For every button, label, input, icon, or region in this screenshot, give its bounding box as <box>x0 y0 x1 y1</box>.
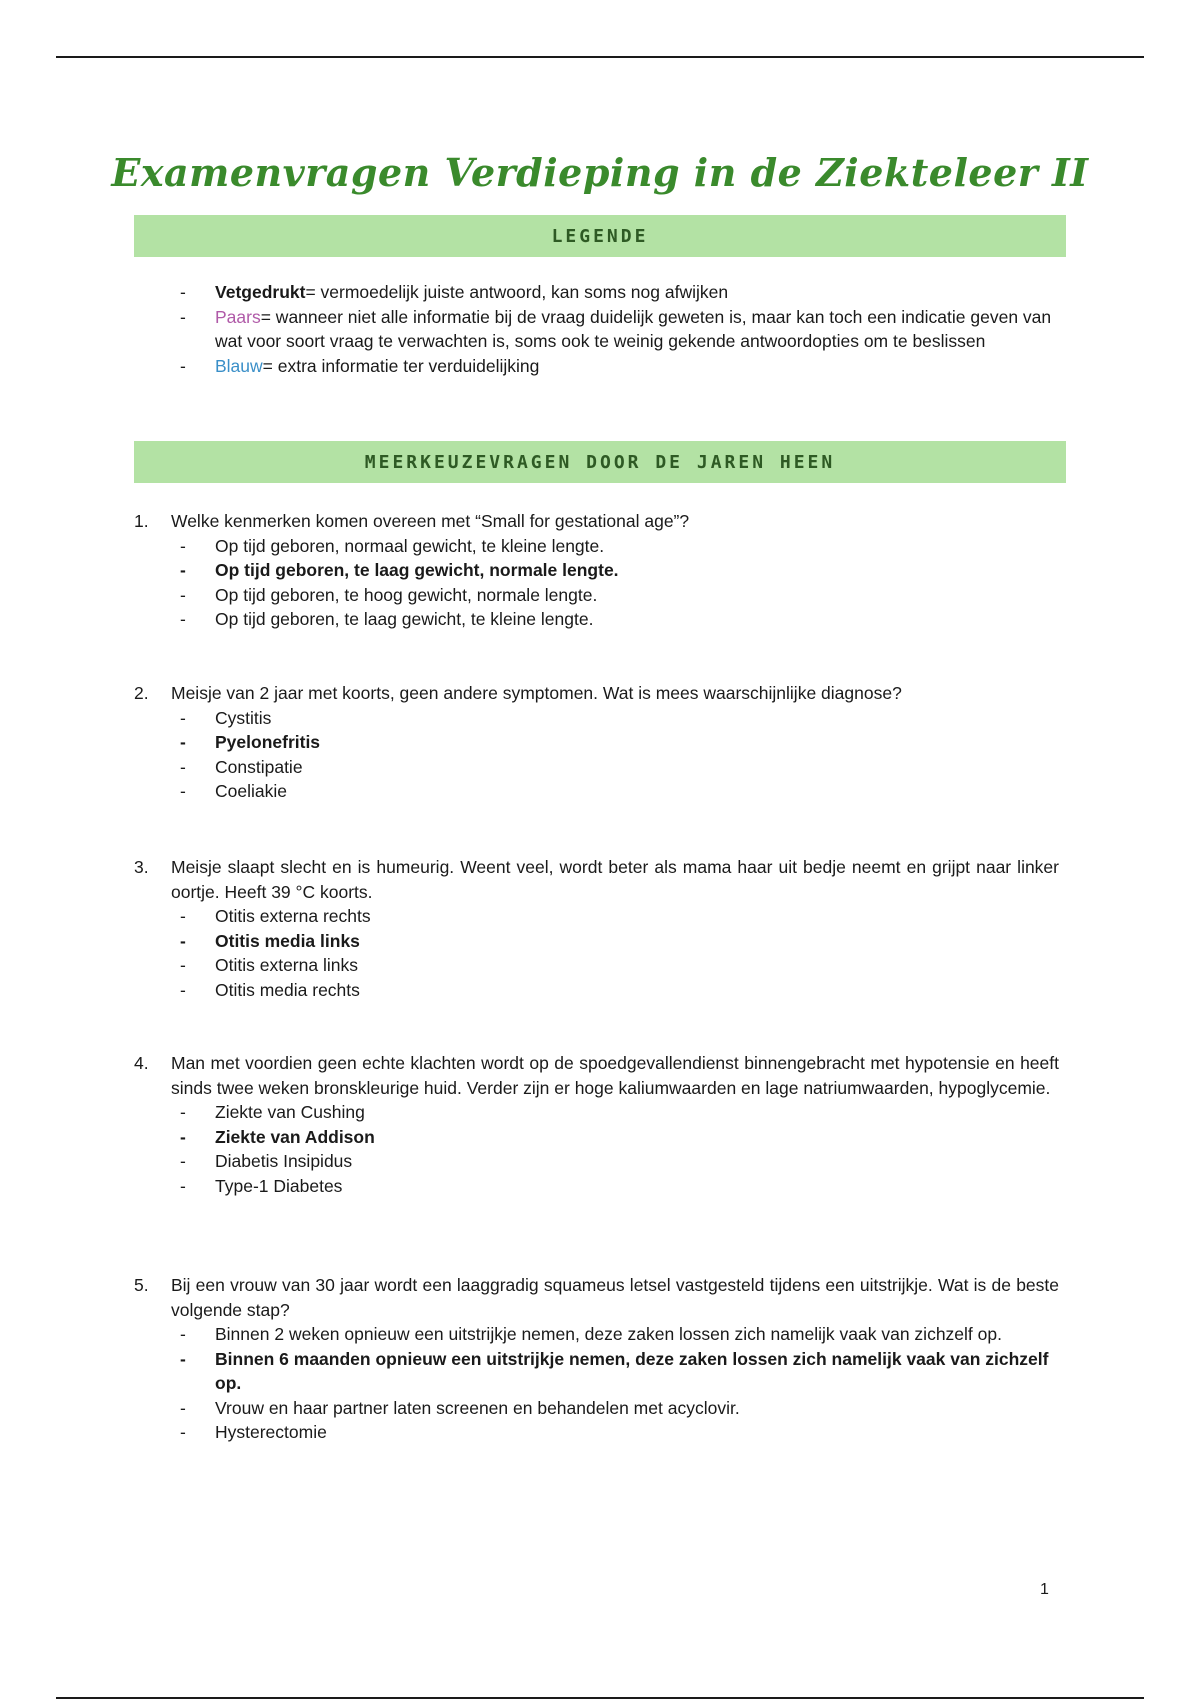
page-number: 1 <box>1040 1581 1049 1598</box>
question-4 <box>134 1051 1059 1198</box>
question-stem <box>134 681 1059 706</box>
question-stem <box>134 1273 1059 1322</box>
question-2 <box>134 681 1059 804</box>
legend-heading: LEGENDE <box>134 215 1066 257</box>
answer-option: - Op tijd geboren, normaal gewicht, te kleine lengte. <box>134 534 1059 559</box>
answer-option: - Coeliakie <box>134 779 1059 804</box>
legend-list <box>134 280 1059 378</box>
answer-options <box>134 904 1059 1002</box>
answer-option-correct: - Ziekte van Addison <box>134 1125 1059 1150</box>
answer-option: - Diabetis Insipidus <box>134 1149 1059 1174</box>
answer-option: - Vrouw en haar partner laten screenen en behandelen met acyclovir. <box>134 1396 1059 1421</box>
answer-option: - Ziekte van Cushing <box>134 1100 1059 1125</box>
question-text: Meisje van 2 jaar met koorts, geen andere symptomen. Wat is mees waarschijnlijke diagnose? <box>171 683 902 703</box>
answer-option: - Otitis media rechts <box>134 978 1059 1003</box>
question-stem <box>134 1051 1059 1100</box>
question-3 <box>134 855 1059 1002</box>
answer-option: - Hysterectomie <box>134 1420 1059 1445</box>
header-rule <box>56 56 1144 58</box>
answer-option: - Cystitis <box>134 706 1059 731</box>
answer-option: - Type-1 Diabetes <box>134 1174 1059 1199</box>
answer-option: - Constipatie <box>134 755 1059 780</box>
legend-key-bold: Vetgedrukt <box>215 282 306 302</box>
question-text: Welke kenmerken komen overeen met “Small for gestational age”? <box>171 511 690 531</box>
answer-options <box>134 706 1059 804</box>
question-stem <box>134 509 1059 534</box>
answer-option-correct: - Op tijd geboren, te laag gewicht, normale lengte. <box>134 558 1059 583</box>
legend-item-purple <box>134 305 1059 354</box>
question-number: 5. <box>134 1275 149 1295</box>
legend-item-bold <box>134 280 1059 305</box>
question-1 <box>134 509 1059 632</box>
question-number: 4. <box>134 1053 149 1073</box>
answer-options <box>134 1322 1059 1445</box>
legend-key-purple: Paars <box>215 306 261 327</box>
legend-key-blue: Blauw <box>215 355 263 376</box>
answer-option: - Otitis externa rechts <box>134 904 1059 929</box>
question-number: 2. <box>134 683 149 703</box>
legend-text-blue: = extra informatie ter verduidelijking <box>262 355 540 376</box>
answer-option: - Op tijd geboren, te hoog gewicht, normale lengte. <box>134 583 1059 608</box>
answer-option-correct: - Binnen 6 maanden opnieuw een uitstrijkje nemen, deze zaken lossen zich namelijk vaak van zichzelf op. <box>134 1347 1059 1396</box>
question-text: Man met voordien geen echte klachten wordt op de spoedgevallendienst binnengebracht met hypotensie en heeft sinds twee weken bronskleurige huid. Verder zijn er hoge kaliumwaarden en lage natriumwaarden, hypoglycemie. <box>171 1053 1059 1098</box>
question-text: Meisje slaapt slecht en is humeurig. Weent veel, wordt beter als mama haar uit bedje neemt en grijpt naar linker oortje. Heeft 39 °C koorts. <box>171 857 1059 902</box>
legend-text-purple: = wanneer niet alle informatie bij de vraag duidelijk geweten is, maar kan toch een indicatie geven van wat voor soort vraag te verwachten is, soms ook te weinig gekende antwoordopties om te beslissen <box>215 306 1052 351</box>
multiple-choice-heading: MEERKEUZEVRAGEN DOOR DE JAREN HEEN <box>134 441 1066 483</box>
answer-options <box>134 534 1059 632</box>
answer-option: - Op tijd geboren, te laag gewicht, te kleine lengte. <box>134 607 1059 632</box>
question-stem <box>134 855 1059 904</box>
answer-option-correct: - Pyelonefritis <box>134 730 1059 755</box>
answer-option: - Otitis externa links <box>134 953 1059 978</box>
legend-text-bold: = vermoedelijk juiste antwoord, kan soms nog afwijken <box>305 282 729 302</box>
legend-item-blue <box>134 354 1059 379</box>
question-text: Bij een vrouw van 30 jaar wordt een laaggradig squameus letsel vastgesteld tijdens een uitstrijkje. Wat is de beste volgende stap? <box>171 1275 1059 1320</box>
footer-rule <box>56 1697 1144 1699</box>
answer-option: - Binnen 2 weken opnieuw een uitstrijkje nemen, deze zaken lossen zich namelijk vaak van zichzelf op. <box>134 1322 1059 1347</box>
answer-option-correct: - Otitis media links <box>134 929 1059 954</box>
document-title: Examenvragen Verdieping in de Ziekteleer II <box>111 150 1089 195</box>
question-number: 3. <box>134 857 149 877</box>
question-number: 1. <box>134 511 149 531</box>
answer-options <box>134 1100 1059 1198</box>
question-5 <box>134 1273 1059 1445</box>
